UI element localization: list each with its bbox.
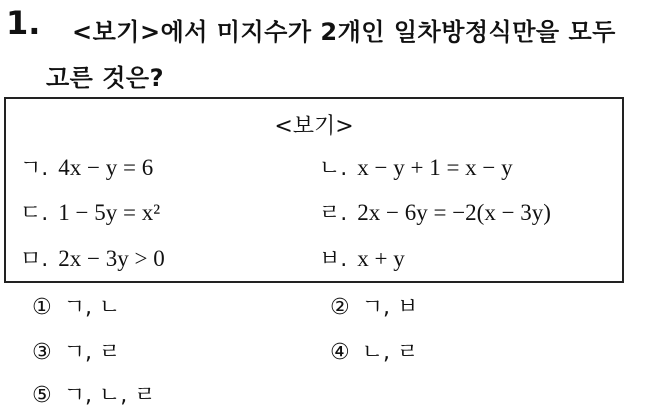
choice-number: ②: [330, 295, 350, 320]
example-item-label: ㄷ.: [20, 201, 49, 226]
example-item-label: ㅁ.: [20, 247, 49, 272]
choice-number: ⑤: [32, 383, 52, 408]
answer-choice-3[interactable]: [32, 335, 120, 366]
example-item-equation: 2x − 3y > 0: [58, 246, 165, 271]
answer-choice-5[interactable]: [32, 378, 155, 409]
choice-number: ①: [32, 295, 52, 320]
example-item-equation: 2x − 6y = −2(x − 3y): [357, 200, 551, 225]
example-item-label: ㄱ.: [20, 156, 49, 181]
example-item-digeut: [20, 196, 160, 227]
example-item-equation: 1 − 5y = x²: [58, 200, 161, 225]
example-item-equation: 4x − y = 6: [58, 155, 154, 180]
example-item-label: ㄴ.: [319, 156, 348, 181]
question-text-line-1: <보기>에서 미지수가 2개인 일차방정식만을 모두: [72, 18, 616, 46]
choice-number: ③: [32, 340, 52, 365]
example-item-bieup: [319, 242, 405, 273]
answer-choice-2[interactable]: [330, 290, 418, 321]
example-item-equation: x − y + 1 = x − y: [357, 155, 513, 180]
example-box-title: <보기>: [274, 114, 354, 139]
question-number: 1.: [6, 4, 41, 42]
example-item-mieum: [20, 242, 165, 273]
choice-text: ㄱ, ㄴ, ㄹ: [63, 383, 156, 408]
example-item-label: ㄹ.: [319, 201, 348, 226]
choice-text: ㄱ, ㅂ: [361, 295, 419, 320]
example-box: [4, 97, 624, 283]
answer-choice-1[interactable]: [32, 290, 120, 321]
choice-text: ㄱ, ㄹ: [63, 340, 121, 365]
example-item-giyeok: [20, 151, 153, 182]
answer-choice-4[interactable]: [330, 335, 418, 366]
example-item-nieun: [319, 151, 513, 182]
choice-number: ④: [330, 340, 350, 365]
example-item-rieul: [319, 196, 551, 227]
choice-text: ㄴ, ㄹ: [361, 340, 419, 365]
choice-text: ㄱ, ㄴ: [63, 295, 121, 320]
example-item-equation: x + y: [357, 246, 405, 271]
question-text-line-2: 고른 것은?: [46, 64, 165, 92]
example-item-label: ㅂ.: [319, 247, 348, 272]
